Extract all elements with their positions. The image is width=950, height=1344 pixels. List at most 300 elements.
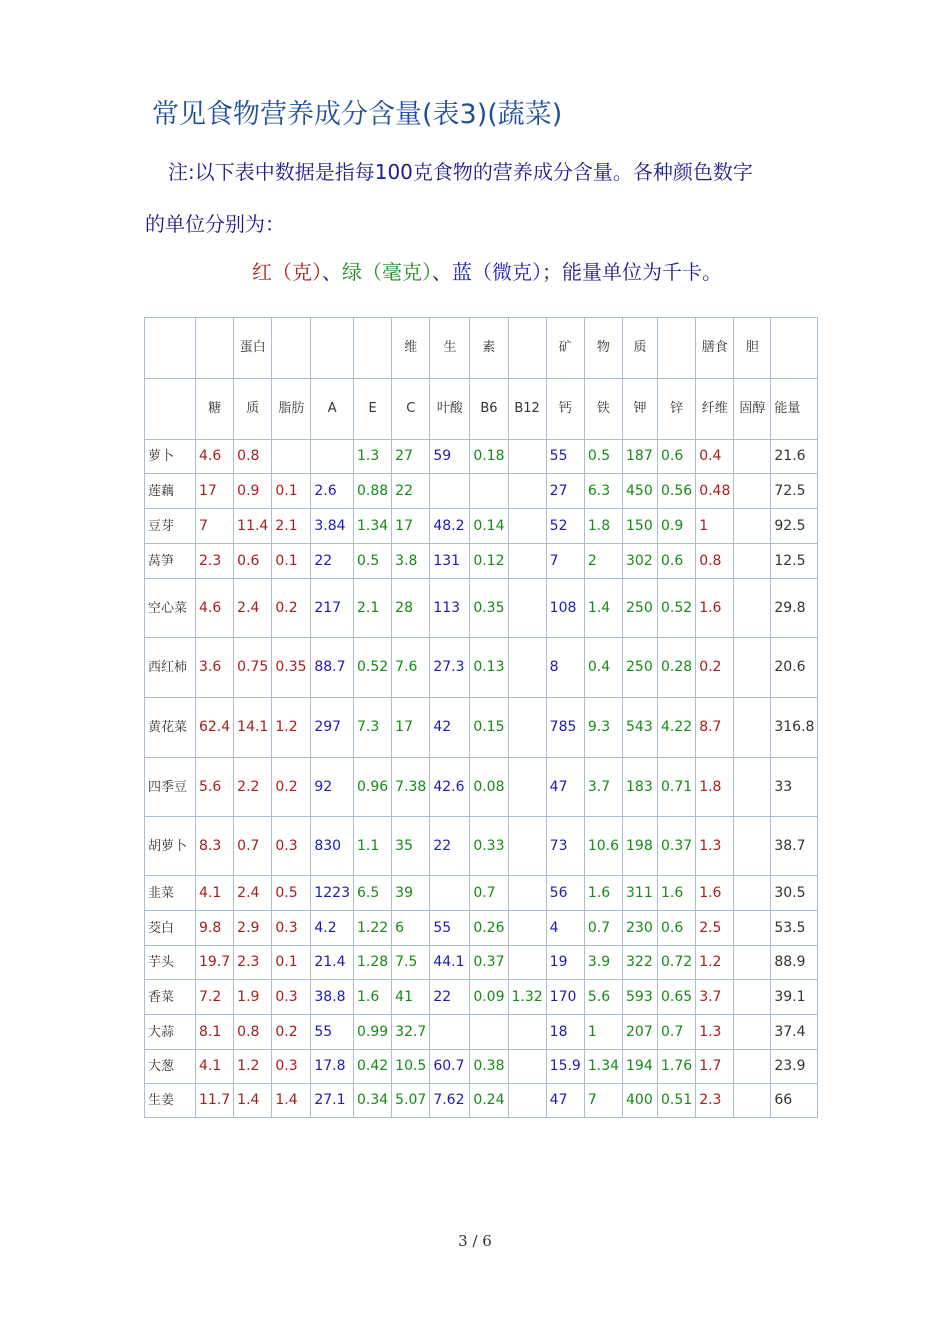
table-row <box>145 544 818 579</box>
value-cell <box>734 980 771 1015</box>
value-cell <box>734 1084 771 1118</box>
table-row <box>145 980 818 1015</box>
value-cell: 1.3 <box>696 817 734 876</box>
value-cell: 52 <box>546 509 584 544</box>
value-cell: 1.6 <box>353 980 391 1015</box>
value-cell: 55 <box>311 1015 354 1050</box>
value-cell: 1.9 <box>234 980 272 1015</box>
header-cell <box>771 318 818 379</box>
unit-separator: 、 <box>322 260 342 284</box>
value-cell: 6.5 <box>353 876 391 911</box>
value-cell <box>508 1084 546 1118</box>
value-cell: 59 <box>430 440 470 474</box>
header-cell <box>196 318 234 379</box>
value-cell: 15.9 <box>546 1050 584 1084</box>
value-cell: 170 <box>546 980 584 1015</box>
value-cell: 42.6 <box>430 758 470 817</box>
value-cell: 0.14 <box>470 509 508 544</box>
note-line-1: 注:以下表中数据是指每100克食物的营养成分含量。各种颜色数字 <box>168 160 753 184</box>
header-cell: 质 <box>623 318 658 379</box>
value-cell: 48.2 <box>430 509 470 544</box>
page-number: 3 / 6 <box>458 1232 492 1250</box>
value-cell <box>508 440 546 474</box>
value-cell: 6 <box>392 911 430 946</box>
value-cell: 9.3 <box>584 698 622 758</box>
value-cell: 3.7 <box>696 980 734 1015</box>
value-cell: 0.71 <box>658 758 696 817</box>
value-cell: 1.4 <box>584 579 622 638</box>
food-name-cell: 芋头 <box>145 946 196 980</box>
value-cell <box>734 758 771 817</box>
value-cell: 1.6 <box>696 876 734 911</box>
unit-green-label: 绿（毫克） <box>342 260 432 284</box>
page-title: 常见食物营养成分含量(表3)(蔬菜) <box>152 99 563 130</box>
value-cell: 1.34 <box>584 1050 622 1084</box>
food-name-cell: 空心菜 <box>145 579 196 638</box>
table-row <box>145 509 818 544</box>
value-cell: 56 <box>546 876 584 911</box>
value-cell: 35 <box>392 817 430 876</box>
header-cell: 钙 <box>546 379 584 440</box>
value-cell: 2.5 <box>696 911 734 946</box>
value-cell: 131 <box>430 544 470 579</box>
value-cell: 450 <box>623 474 658 509</box>
header-cell: B12 <box>508 379 546 440</box>
value-cell: 8.3 <box>196 817 234 876</box>
header-cell: 膳食 <box>696 318 734 379</box>
nutrition-table <box>144 317 818 1118</box>
header-cell: 生 <box>430 318 470 379</box>
header-cell: 纤维 <box>696 379 734 440</box>
value-cell: 1.6 <box>658 876 696 911</box>
header-cell <box>145 318 196 379</box>
value-cell: 2.2 <box>234 758 272 817</box>
header-cell: 素 <box>470 318 508 379</box>
value-cell: 8.7 <box>696 698 734 758</box>
value-cell: 8.1 <box>196 1015 234 1050</box>
value-cell: 29.8 <box>771 579 818 638</box>
value-cell: 22 <box>430 980 470 1015</box>
value-cell: 20.6 <box>771 638 818 698</box>
value-cell: 7 <box>584 1084 622 1118</box>
table-row <box>145 579 818 638</box>
value-cell: 23.9 <box>771 1050 818 1084</box>
value-cell: 4.1 <box>196 876 234 911</box>
value-cell: 5.6 <box>584 980 622 1015</box>
value-cell: 1223 <box>311 876 354 911</box>
value-cell <box>430 876 470 911</box>
table-row <box>145 1015 818 1050</box>
value-cell: 18 <box>546 1015 584 1050</box>
food-name-cell: 大蒜 <box>145 1015 196 1050</box>
value-cell: 0.96 <box>353 758 391 817</box>
value-cell: 39 <box>392 876 430 911</box>
value-cell: 0.3 <box>272 980 311 1015</box>
value-cell: 230 <box>623 911 658 946</box>
value-cell: 0.7 <box>470 876 508 911</box>
value-cell: 2.3 <box>696 1084 734 1118</box>
value-cell: 0.65 <box>658 980 696 1015</box>
value-cell <box>734 817 771 876</box>
value-cell: 0.5 <box>272 876 311 911</box>
header-cell: A <box>311 379 354 440</box>
value-cell: 1.4 <box>272 1084 311 1118</box>
value-cell: 0.1 <box>272 474 311 509</box>
food-name-cell: 西红柿 <box>145 638 196 698</box>
value-cell: 60.7 <box>430 1050 470 1084</box>
value-cell: 0.24 <box>470 1084 508 1118</box>
value-cell: 0.48 <box>696 474 734 509</box>
value-cell <box>734 1015 771 1050</box>
value-cell: 92 <box>311 758 354 817</box>
value-cell: 0.7 <box>584 911 622 946</box>
value-cell <box>734 946 771 980</box>
header-row-group <box>145 318 818 379</box>
header-cell: 质 <box>234 379 272 440</box>
value-cell <box>470 474 508 509</box>
food-name-cell: 香菜 <box>145 980 196 1015</box>
value-cell: 3.7 <box>584 758 622 817</box>
header-cell: 矿 <box>546 318 584 379</box>
value-cell: 0.8 <box>234 440 272 474</box>
value-cell: 0.51 <box>658 1084 696 1118</box>
value-cell <box>508 876 546 911</box>
value-cell: 12.5 <box>771 544 818 579</box>
value-cell: 28 <box>392 579 430 638</box>
value-cell: 2.4 <box>234 876 272 911</box>
value-cell: 17 <box>392 509 430 544</box>
value-cell: 316.8 <box>771 698 818 758</box>
value-cell <box>734 698 771 758</box>
header-cell: E <box>353 379 391 440</box>
value-cell: 207 <box>623 1015 658 1050</box>
value-cell <box>734 876 771 911</box>
header-cell: 蛋白 <box>234 318 272 379</box>
value-cell: 4.22 <box>658 698 696 758</box>
value-cell <box>734 911 771 946</box>
value-cell: 543 <box>623 698 658 758</box>
value-cell: 0.13 <box>470 638 508 698</box>
value-cell: 27 <box>546 474 584 509</box>
value-cell: 47 <box>546 1084 584 1118</box>
value-cell: 4 <box>546 911 584 946</box>
value-cell: 0.5 <box>353 544 391 579</box>
value-cell <box>734 509 771 544</box>
food-name-cell: 豆芽 <box>145 509 196 544</box>
value-cell: 4.6 <box>196 579 234 638</box>
value-cell: 27 <box>392 440 430 474</box>
unit-blue-label: 蓝（微克） <box>452 260 542 284</box>
value-cell: 1.2 <box>272 698 311 758</box>
value-cell: 0.1 <box>272 946 311 980</box>
value-cell: 0.34 <box>353 1084 391 1118</box>
value-cell: 593 <box>623 980 658 1015</box>
value-cell: 8 <box>546 638 584 698</box>
header-cell: 脂肪 <box>272 379 311 440</box>
value-cell: 38.7 <box>771 817 818 876</box>
value-cell: 113 <box>430 579 470 638</box>
value-cell: 830 <box>311 817 354 876</box>
value-cell: 47 <box>546 758 584 817</box>
value-cell: 7 <box>196 509 234 544</box>
value-cell: 1.76 <box>658 1050 696 1084</box>
value-cell: 55 <box>430 911 470 946</box>
value-cell: 19 <box>546 946 584 980</box>
value-cell <box>508 1015 546 1050</box>
header-cell: 钾 <box>623 379 658 440</box>
value-cell: 2.6 <box>311 474 354 509</box>
value-cell: 3.8 <box>392 544 430 579</box>
value-cell: 2.1 <box>272 509 311 544</box>
value-cell: 42 <box>430 698 470 758</box>
value-cell: 0.12 <box>470 544 508 579</box>
value-cell <box>734 544 771 579</box>
value-cell: 1.8 <box>696 758 734 817</box>
value-cell: 0.15 <box>470 698 508 758</box>
header-cell <box>272 318 311 379</box>
header-cell: 物 <box>584 318 622 379</box>
value-cell: 1.2 <box>234 1050 272 1084</box>
value-cell: 3.9 <box>584 946 622 980</box>
value-cell: 22 <box>430 817 470 876</box>
value-cell: 108 <box>546 579 584 638</box>
value-cell: 322 <box>623 946 658 980</box>
value-cell <box>508 544 546 579</box>
value-cell: 1.32 <box>508 980 546 1015</box>
value-cell: 44.1 <box>430 946 470 980</box>
table-row <box>145 1084 818 1118</box>
value-cell: 5.07 <box>392 1084 430 1118</box>
value-cell: 53.5 <box>771 911 818 946</box>
value-cell: 2.3 <box>234 946 272 980</box>
value-cell: 2.9 <box>234 911 272 946</box>
value-cell: 11.7 <box>196 1084 234 1118</box>
value-cell: 0.2 <box>272 579 311 638</box>
value-cell: 0.9 <box>234 474 272 509</box>
value-cell: 27.3 <box>430 638 470 698</box>
value-cell <box>508 638 546 698</box>
value-cell: 1.34 <box>353 509 391 544</box>
value-cell: 297 <box>311 698 354 758</box>
value-cell <box>311 440 354 474</box>
header-cell: 锌 <box>658 379 696 440</box>
value-cell: 0.09 <box>470 980 508 1015</box>
value-cell: 0.6 <box>658 544 696 579</box>
food-name-cell: 四季豆 <box>145 758 196 817</box>
value-cell <box>734 579 771 638</box>
value-cell: 4.2 <box>311 911 354 946</box>
value-cell: 0.33 <box>470 817 508 876</box>
value-cell: 311 <box>623 876 658 911</box>
value-cell: 0.4 <box>696 440 734 474</box>
food-name-cell: 黄花菜 <box>145 698 196 758</box>
value-cell: 150 <box>623 509 658 544</box>
value-cell: 0.3 <box>272 817 311 876</box>
value-cell: 17 <box>196 474 234 509</box>
value-cell: 6.3 <box>584 474 622 509</box>
header-cell <box>145 379 196 440</box>
value-cell: 0.8 <box>696 544 734 579</box>
value-cell: 38.8 <box>311 980 354 1015</box>
value-cell: 7.5 <box>392 946 430 980</box>
value-cell: 30.5 <box>771 876 818 911</box>
header-cell: 铁 <box>584 379 622 440</box>
value-cell: 1.22 <box>353 911 391 946</box>
value-cell: 4.1 <box>196 1050 234 1084</box>
header-cell: B6 <box>470 379 508 440</box>
food-name-cell: 茭白 <box>145 911 196 946</box>
unit-red-label: 红（克） <box>252 260 322 284</box>
value-cell: 198 <box>623 817 658 876</box>
value-cell: 0.4 <box>584 638 622 698</box>
value-cell: 21.4 <box>311 946 354 980</box>
value-cell: 72.5 <box>771 474 818 509</box>
value-cell: 0.6 <box>234 544 272 579</box>
header-cell <box>353 318 391 379</box>
value-cell: 0.28 <box>658 638 696 698</box>
table-row <box>145 474 818 509</box>
header-cell <box>508 318 546 379</box>
value-cell: 1.6 <box>696 579 734 638</box>
value-cell: 10.5 <box>392 1050 430 1084</box>
value-cell: 2 <box>584 544 622 579</box>
value-cell: 7.2 <box>196 980 234 1015</box>
value-cell: 41 <box>392 980 430 1015</box>
value-cell: 0.1 <box>272 544 311 579</box>
value-cell: 302 <box>623 544 658 579</box>
value-cell <box>508 817 546 876</box>
header-cell: 糖 <box>196 379 234 440</box>
value-cell <box>508 509 546 544</box>
table-row <box>145 1050 818 1084</box>
value-cell <box>508 579 546 638</box>
value-cell <box>508 474 546 509</box>
value-cell: 0.75 <box>234 638 272 698</box>
table-row <box>145 638 818 698</box>
value-cell: 7.6 <box>392 638 430 698</box>
value-cell: 2.4 <box>234 579 272 638</box>
food-name-cell: 韭菜 <box>145 876 196 911</box>
value-cell: 0.8 <box>234 1015 272 1050</box>
value-cell: 92.5 <box>771 509 818 544</box>
value-cell <box>734 638 771 698</box>
value-cell: 22 <box>392 474 430 509</box>
value-cell: 33 <box>771 758 818 817</box>
header-cell: C <box>392 379 430 440</box>
value-cell: 37.4 <box>771 1015 818 1050</box>
value-cell: 0.3 <box>272 911 311 946</box>
units-legend <box>252 256 722 285</box>
value-cell: 0.08 <box>470 758 508 817</box>
note-line-2: 的单位分别为： <box>145 212 285 236</box>
value-cell: 183 <box>623 758 658 817</box>
value-cell: 0.88 <box>353 474 391 509</box>
value-cell: 1.28 <box>353 946 391 980</box>
value-cell: 1 <box>584 1015 622 1050</box>
value-cell: 0.35 <box>272 638 311 698</box>
value-cell: 2.1 <box>353 579 391 638</box>
header-cell: 胆 <box>734 318 771 379</box>
value-cell: 17 <box>392 698 430 758</box>
header-cell <box>658 318 696 379</box>
value-cell: 0.52 <box>658 579 696 638</box>
table-row <box>145 876 818 911</box>
value-cell: 1.6 <box>584 876 622 911</box>
value-cell: 0.6 <box>658 911 696 946</box>
value-cell: 11.4 <box>234 509 272 544</box>
value-cell: 0.37 <box>658 817 696 876</box>
value-cell: 1 <box>696 509 734 544</box>
value-cell: 0.37 <box>470 946 508 980</box>
value-cell: 5.6 <box>196 758 234 817</box>
value-cell: 22 <box>311 544 354 579</box>
value-cell: 73 <box>546 817 584 876</box>
food-name-cell: 莲藕 <box>145 474 196 509</box>
value-cell: 9.8 <box>196 911 234 946</box>
value-cell: 62.4 <box>196 698 234 758</box>
value-cell: 27.1 <box>311 1084 354 1118</box>
food-name-cell: 胡萝卜 <box>145 817 196 876</box>
value-cell: 7 <box>546 544 584 579</box>
value-cell: 187 <box>623 440 658 474</box>
header-cell: 能量 <box>771 379 818 440</box>
value-cell <box>734 440 771 474</box>
food-name-cell: 萝卜 <box>145 440 196 474</box>
value-cell: 1.4 <box>234 1084 272 1118</box>
value-cell <box>272 440 311 474</box>
value-cell: 17.8 <box>311 1050 354 1084</box>
value-cell: 1.1 <box>353 817 391 876</box>
value-cell: 250 <box>623 579 658 638</box>
value-cell: 0.6 <box>658 440 696 474</box>
value-cell: 1.8 <box>584 509 622 544</box>
value-cell: 0.9 <box>658 509 696 544</box>
value-cell: 1.3 <box>353 440 391 474</box>
value-cell <box>508 698 546 758</box>
food-name-cell: 生姜 <box>145 1084 196 1118</box>
table-row <box>145 911 818 946</box>
value-cell: 88.9 <box>771 946 818 980</box>
table-row <box>145 758 818 817</box>
value-cell: 0.7 <box>658 1015 696 1050</box>
value-cell: 217 <box>311 579 354 638</box>
value-cell <box>430 474 470 509</box>
value-cell: 0.18 <box>470 440 508 474</box>
value-cell: 0.2 <box>272 1015 311 1050</box>
unit-separator: 、 <box>432 260 452 284</box>
value-cell: 400 <box>623 1084 658 1118</box>
value-cell <box>430 1015 470 1050</box>
header-row-labels <box>145 379 818 440</box>
value-cell: 7.3 <box>353 698 391 758</box>
header-cell: 维 <box>392 318 430 379</box>
value-cell <box>508 946 546 980</box>
value-cell: 0.99 <box>353 1015 391 1050</box>
value-cell: 32.7 <box>392 1015 430 1050</box>
value-cell <box>508 911 546 946</box>
value-cell: 1.3 <box>696 1015 734 1050</box>
value-cell: 55 <box>546 440 584 474</box>
header-cell <box>311 318 354 379</box>
value-cell: 250 <box>623 638 658 698</box>
value-cell: 10.6 <box>584 817 622 876</box>
value-cell: 785 <box>546 698 584 758</box>
food-name-cell: 莴笋 <box>145 544 196 579</box>
value-cell: 3.6 <box>196 638 234 698</box>
value-cell: 194 <box>623 1050 658 1084</box>
value-cell <box>734 1050 771 1084</box>
value-cell: 4.6 <box>196 440 234 474</box>
